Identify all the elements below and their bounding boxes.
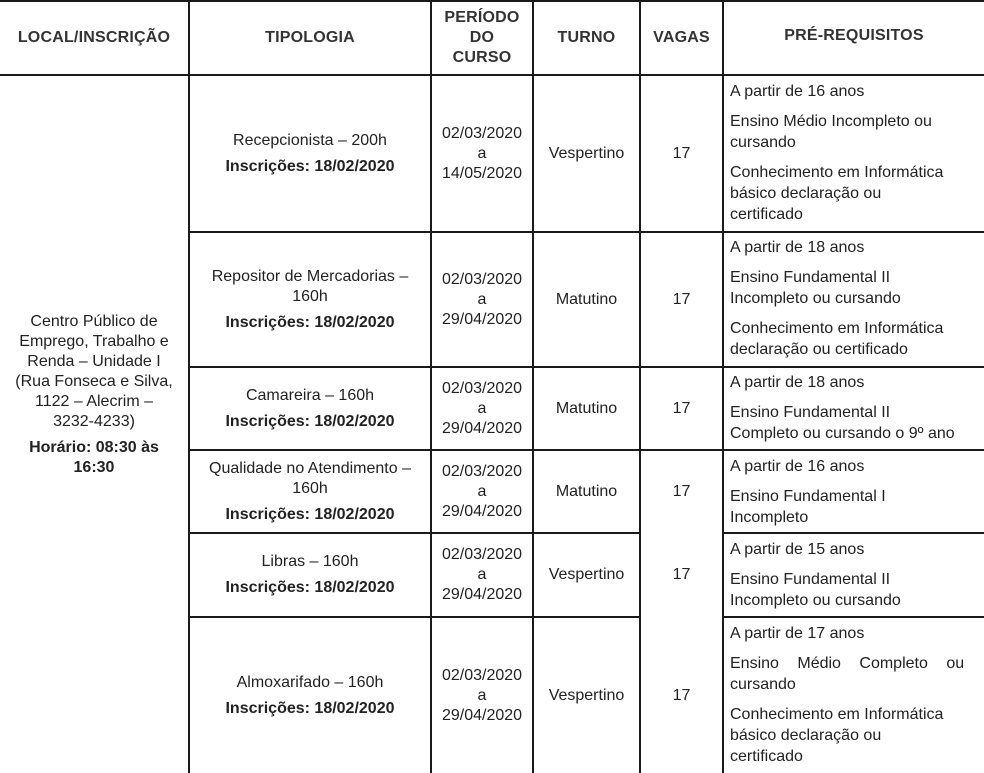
periodo-start: 02/03/2020	[441, 546, 523, 563]
header-local-label: LOCAL/INSCRIÇÃO	[17, 29, 171, 46]
table-row-vagas	[641, 76, 722, 231]
table-row-tipologia	[190, 76, 430, 231]
table-row-requisitos	[724, 456, 984, 528]
header-periodo-line: DO	[469, 29, 495, 46]
requisito-item: Ensino Fundamental I Incompleto	[730, 488, 886, 526]
table-row-turno	[534, 76, 639, 231]
periodo-end: 29/04/2020	[441, 706, 523, 724]
periodo-end: 29/04/2020	[441, 419, 523, 437]
periodo-sep: a	[477, 566, 487, 583]
requisito-item: Ensino Médio Incompleto ou cursando	[730, 113, 932, 151]
table-row-vagas	[641, 451, 722, 532]
requisito-item: Ensino Fundamental II Incompleto ou cursando	[730, 269, 901, 307]
periodo-start: 02/03/2020	[441, 379, 523, 397]
turno-value: Vespertino	[548, 144, 625, 162]
requisito-item: A partir de 16 anos	[730, 83, 865, 100]
periodo-sep: a	[477, 686, 487, 704]
periodo-sep: a	[477, 144, 487, 162]
requisito-item: Ensino Fundamental II Incompleto ou cursando	[730, 571, 901, 609]
course-name: Recepcionista – 200h	[233, 131, 387, 149]
periodo-start: 02/03/2020	[441, 462, 523, 480]
turno-value: Vespertino	[548, 686, 625, 704]
horario-line: Horário: 08:30 às	[29, 438, 159, 456]
local-line: 1122 – Alecrim –	[35, 392, 153, 410]
table-row-requisitos	[724, 372, 984, 444]
course-name: Almoxarifado – 160h	[236, 673, 384, 691]
inscricoes-date: Inscrições: 18/02/2020	[225, 412, 395, 430]
row-border	[723, 532, 984, 534]
table-row-periodo	[432, 76, 532, 231]
table-row-vagas	[641, 618, 722, 773]
course-name: Qualidade no Atendimento –	[209, 459, 411, 477]
table-row-periodo	[432, 368, 532, 449]
vagas-value: 17	[672, 399, 691, 417]
table-row-tipologia	[190, 368, 430, 449]
requisito-item: A partir de 18 anos	[730, 374, 865, 391]
table-row-requisitos	[724, 237, 984, 360]
header-prerequisitos-label: PRÉ-REQUISITOS	[784, 27, 924, 44]
header-periodo	[432, 2, 532, 74]
turno-value: Vespertino	[548, 566, 625, 583]
table-row-periodo	[432, 233, 532, 366]
periodo-end: 29/04/2020	[441, 310, 523, 328]
table-row-vagas	[641, 233, 722, 366]
local-line: Emprego, Trabalho e	[19, 332, 169, 350]
table-row-vagas	[641, 368, 722, 449]
table-row-periodo	[432, 451, 532, 532]
table-row-periodo	[432, 534, 532, 616]
table-row-tipologia	[190, 618, 430, 773]
requisito-item: Conhecimento em Informática básico declaração ou certificado	[730, 164, 944, 223]
table-row-requisitos	[724, 81, 984, 225]
periodo-end: 29/04/2020	[441, 586, 523, 603]
table-row-turno	[534, 618, 639, 773]
local-line: 3232-4233)	[53, 412, 135, 430]
inscricoes-date: Inscrições: 18/02/2020	[225, 579, 395, 596]
requisito-item: A partir de 16 anos	[730, 458, 865, 475]
periodo-start: 02/03/2020	[441, 666, 523, 684]
vagas-value: 17	[672, 482, 691, 500]
requisito-item: Conhecimento em Informática declaração ou certificado	[730, 320, 944, 358]
requisito-item: Ensino Fundamental II Completo ou cursando o 9º ano	[730, 404, 955, 442]
header-local	[0, 2, 188, 74]
local-address	[15, 312, 172, 432]
header-tipologia	[190, 2, 430, 74]
requisito-item: Ensino Médio Completo ou cursando	[730, 655, 965, 693]
local-cell	[0, 76, 188, 773]
course-name: 160h	[292, 287, 328, 305]
turno-value: Matutino	[555, 399, 618, 417]
header-vagas	[641, 2, 722, 74]
requisito-item: A partir de 15 anos	[730, 541, 865, 558]
requisito-item: Conhecimento em Informática básico declaração ou certificado	[730, 706, 944, 765]
local-line: Renda – Unidade I	[27, 352, 161, 370]
header-turno-label: TURNO	[557, 29, 616, 46]
periodo-end: 29/04/2020	[441, 502, 523, 520]
periodo-sep: a	[477, 399, 487, 417]
table-row-turno	[534, 534, 639, 616]
table-row-vagas	[641, 534, 722, 616]
header-vagas-label: VAGAS	[653, 29, 710, 46]
turno-value: Matutino	[555, 290, 618, 308]
header-turno	[534, 2, 639, 74]
horario-line: 16:30	[73, 458, 115, 476]
local-horario	[29, 438, 159, 478]
inscricoes-date: Inscrições: 18/02/2020	[225, 699, 395, 717]
vagas-value: 17	[672, 686, 691, 704]
vagas-value: 17	[672, 290, 691, 308]
periodo-sep: a	[477, 290, 487, 308]
header-prerequisitos	[724, 2, 984, 74]
row-border	[723, 616, 984, 618]
table-row-requisitos	[724, 539, 984, 611]
inscricoes-date: Inscrições: 18/02/2020	[225, 157, 395, 175]
requisito-item: A partir de 17 anos	[730, 625, 865, 642]
table-row-tipologia	[190, 534, 430, 616]
course-name: Libras – 160h	[261, 553, 359, 570]
inscricoes-date: Inscrições: 18/02/2020	[225, 313, 395, 331]
periodo-start: 02/03/2020	[441, 270, 523, 288]
vagas-value: 17	[672, 566, 691, 583]
local-line: (Rua Fonseca e Silva,	[15, 372, 173, 390]
turno-value: Matutino	[555, 482, 618, 500]
periodo-sep: a	[477, 482, 487, 500]
local-line: Centro Público de	[30, 312, 158, 330]
periodo-start: 02/03/2020	[441, 124, 523, 142]
requisito-item: A partir de 18 anos	[730, 239, 865, 256]
table-row-tipologia	[190, 233, 430, 366]
inscricoes-date: Inscrições: 18/02/2020	[225, 505, 395, 523]
course-name: Camareira – 160h	[245, 386, 375, 404]
periodo-end: 14/05/2020	[441, 164, 523, 182]
table-row-turno	[534, 368, 639, 449]
course-name: Repositor de Mercadorias –	[211, 267, 409, 285]
table-row-tipologia	[190, 451, 430, 532]
table-row-periodo	[432, 618, 532, 773]
header-tipologia-label: TIPOLOGIA	[265, 29, 355, 46]
header-periodo-line: PERÍODO	[444, 9, 520, 26]
course-name: 160h	[292, 479, 328, 497]
table-row-turno	[534, 233, 639, 366]
header-periodo-line: CURSO	[452, 49, 512, 66]
table-row-turno	[534, 451, 639, 532]
vagas-value: 17	[672, 144, 691, 162]
table-row-requisitos	[724, 623, 984, 767]
